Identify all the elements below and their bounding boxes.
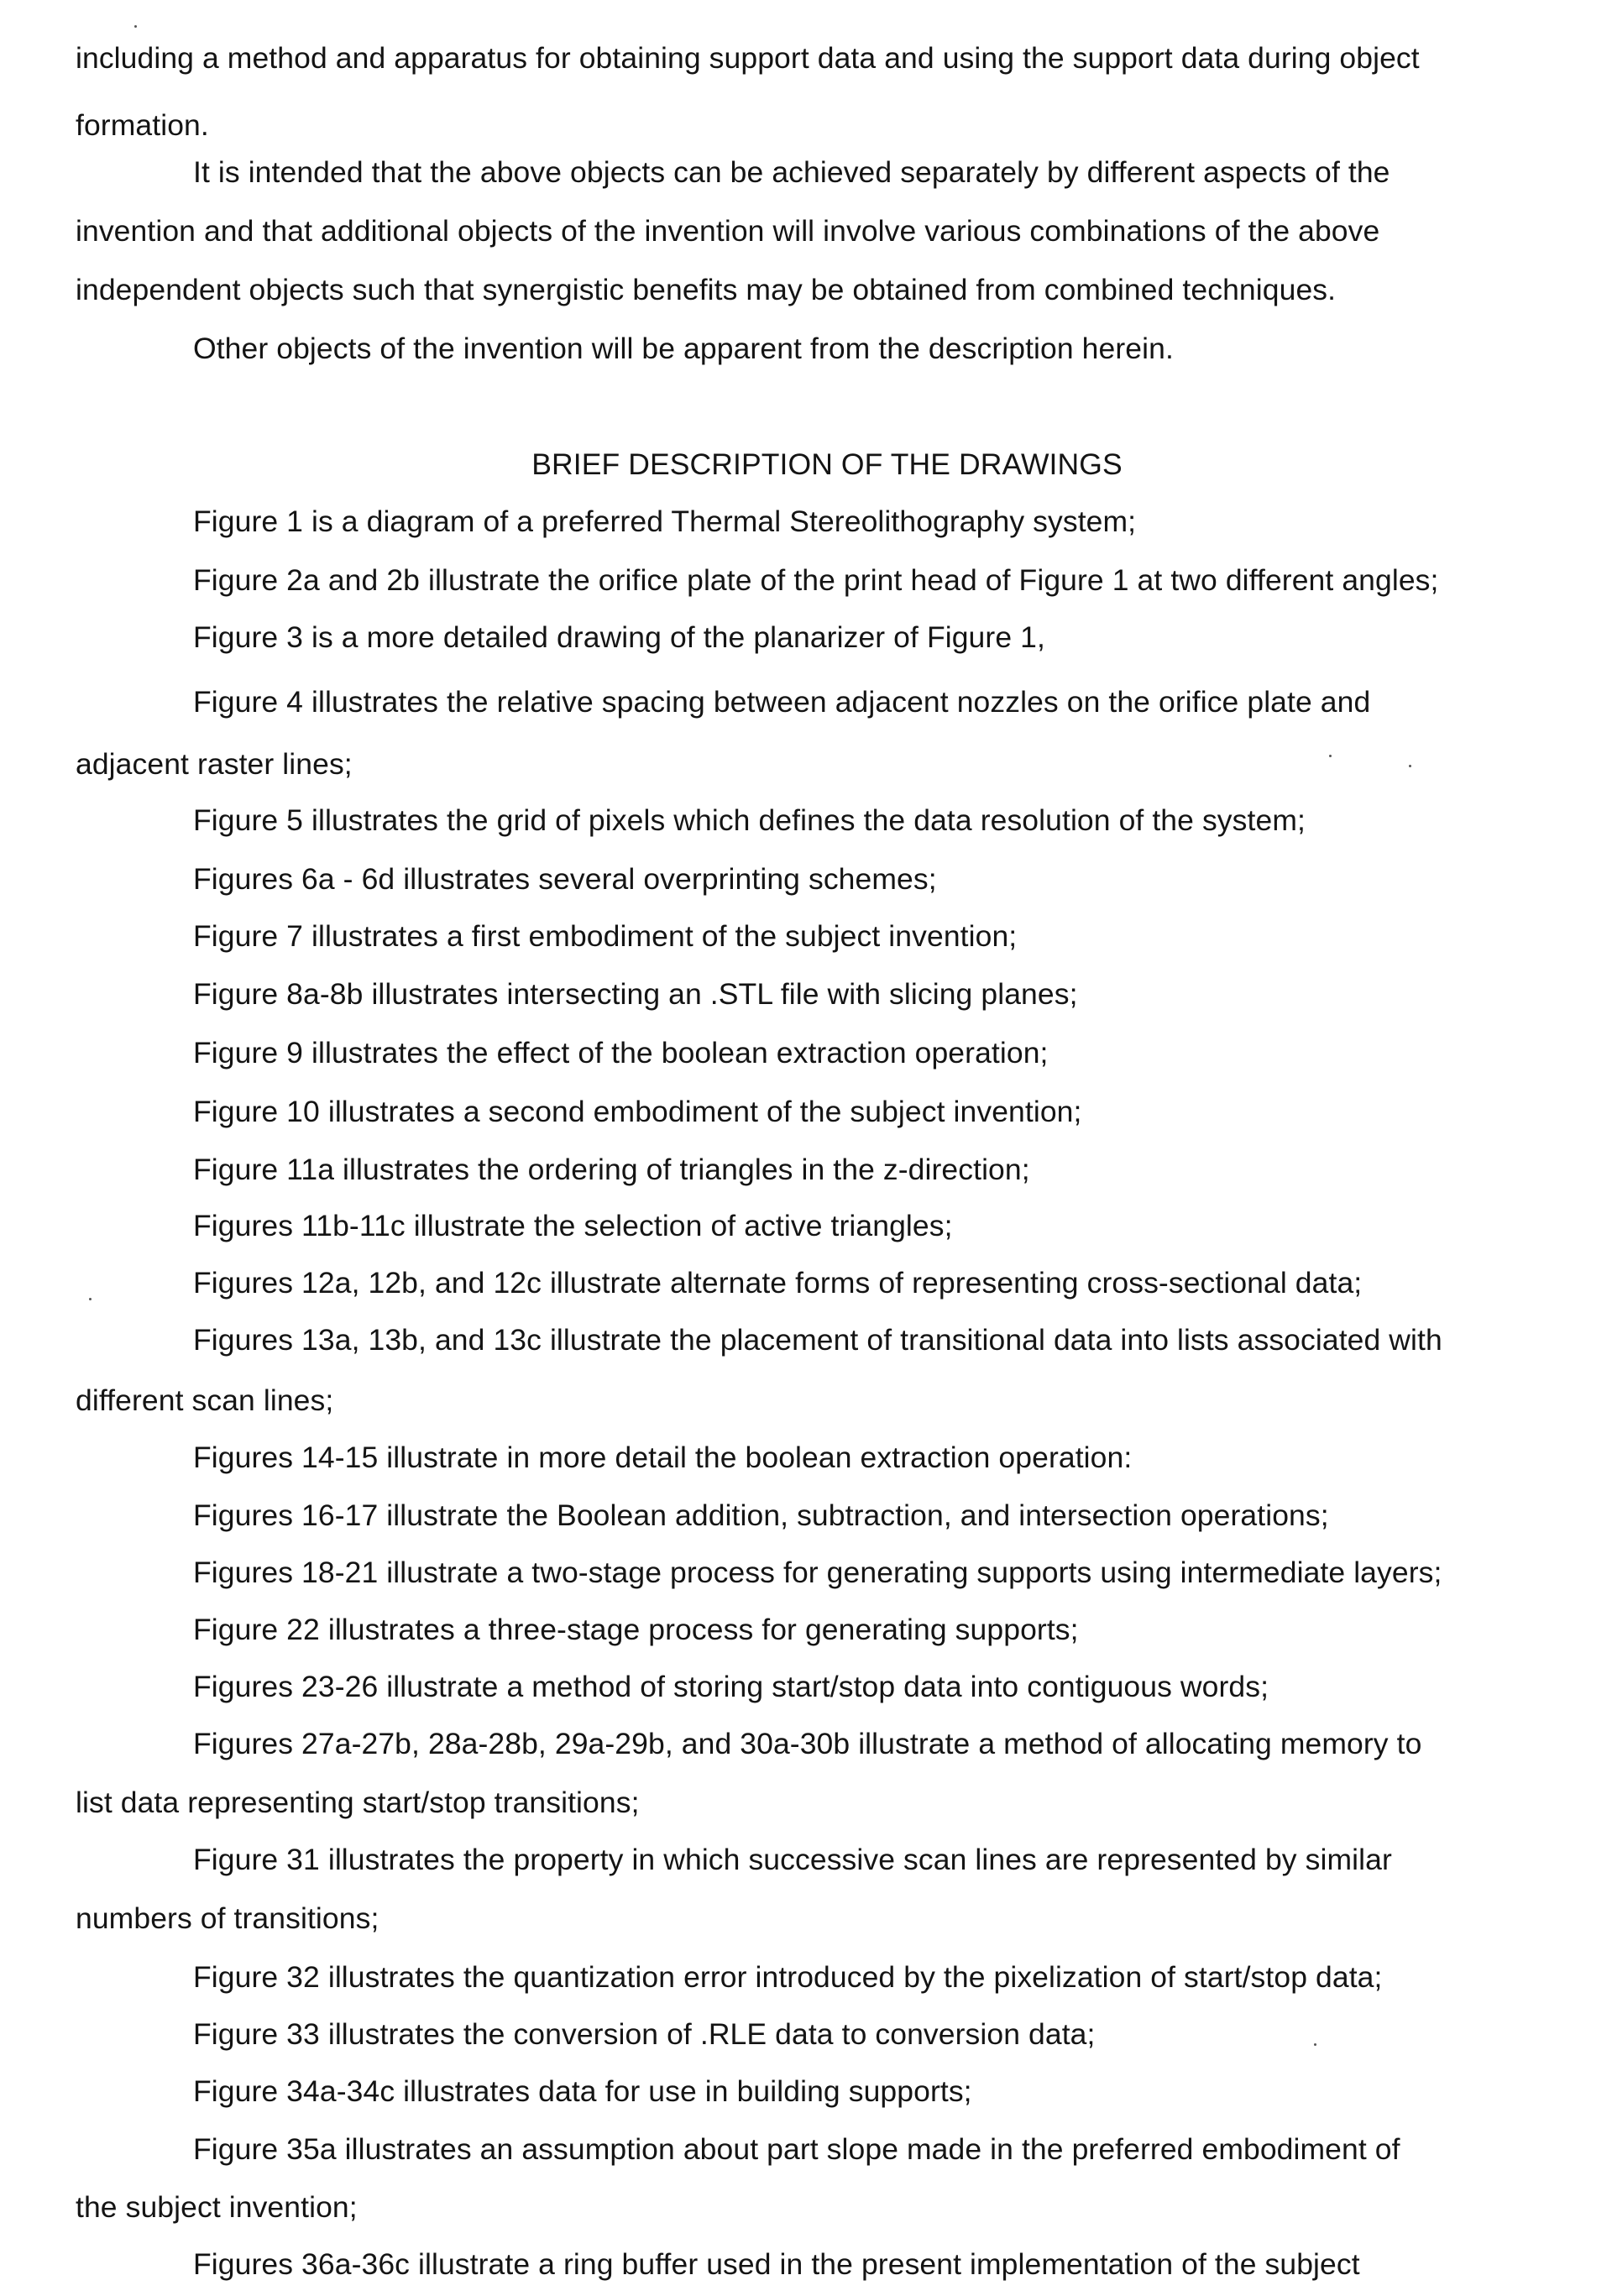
figure-line: numbers of transitions; [76,1900,379,1937]
scan-speck [89,1298,92,1300]
figure-line: Figures 36a-36c illustrate a ring buffer used in the present implementation of the subject [193,2246,1360,2283]
figure-line: Figure 33 illustrates the conversion of .RLE data to conversion data; [193,2016,1095,2053]
intro-line: It is intended that the above objects can be achieved separately by different aspects of the [193,154,1390,191]
figure-line: Figures 27a-27b, 28a-28b, 29a-29b, and 30a-30b illustrate a method of allocating memory to [193,1725,1421,1762]
intro-line: Other objects of the invention will be apparent from the description herein. [193,330,1174,367]
figure-line: Figure 8a-8b illustrates intersecting an .STL file with slicing planes; [193,975,1078,1012]
figure-line: Figures 6a - 6d illustrates several overprinting schemes; [193,860,937,897]
figure-line: Figure 31 illustrates the property in which successive scan lines are represented by similar [193,1841,1392,1878]
figure-line: list data representing start/stop transitions; [76,1784,640,1821]
scan-speck [1329,755,1332,757]
figure-line: Figure 11a illustrates the ordering of triangles in the z-direction; [193,1151,1030,1188]
figure-line: Figure 9 illustrates the effect of the boolean extraction operation; [193,1034,1049,1071]
figure-line: Figures 16-17 illustrate the Boolean addition, subtraction, and intersection operations; [193,1497,1329,1534]
figure-line: adjacent raster lines; [76,745,353,782]
figure-line: Figures 18-21 illustrate a two-stage process for generating supports using intermediate layers; [193,1554,1442,1591]
figure-line: Figure 1 is a diagram of a preferred Thermal Stereolithography system; [193,503,1136,540]
intro-line: independent objects such that synergistic benefits may be obtained from combined techniques. [76,271,1336,308]
intro-line: invention and that additional objects of the invention will involve various combinations of the above [76,212,1379,249]
figure-line: Figure 35a illustrates an assumption about part slope made in the preferred embodiment of [193,2131,1400,2168]
figure-line: Figure 5 illustrates the grid of pixels which defines the data resolution of the system; [193,802,1306,839]
figure-line: Figure 3 is a more detailed drawing of the planarizer of Figure 1, [193,619,1045,656]
figure-line: different scan lines; [76,1382,333,1419]
figure-line: Figure 32 illustrates the quantization error introduced by the pixelization of start/stop data; [193,1959,1382,1995]
scan-speck [1409,765,1411,767]
figure-line: Figures 12a, 12b, and 12c illustrate alternate forms of representing cross-sectional data; [193,1264,1362,1301]
figure-line: Figures 11b-11c illustrate the selection of active triangles; [193,1207,953,1244]
intro-line: including a method and apparatus for obtaining support data and using the support data during object [76,39,1420,76]
figure-line: Figure 4 illustrates the relative spacing between adjacent nozzles on the orifice plate and [193,683,1370,720]
scan-speck [134,25,137,28]
figure-line: the subject invention; [76,2189,358,2225]
figure-line: Figure 2a and 2b illustrate the orifice plate of the print head of Figure 1 at two different angles; [193,562,1439,599]
scan-speck [1314,2043,1316,2046]
figure-line: Figures 13a, 13b, and 13c illustrate the placement of transitional data into lists associated with [193,1321,1442,1358]
figure-line: Figure 22 illustrates a three-stage process for generating supports; [193,1611,1079,1648]
section-heading: BRIEF DESCRIPTION OF THE DRAWINGS [0,446,1612,483]
figure-line: Figure 7 illustrates a first embodiment of the subject invention; [193,918,1017,954]
figure-line: Figures 23-26 illustrate a method of storing start/stop data into contiguous words; [193,1668,1269,1705]
figure-line: Figure 34a-34c illustrates data for use in building supports; [193,2073,972,2110]
document-page [0,0,1612,2296]
intro-line: formation. [76,107,209,144]
figure-line: Figure 10 illustrates a second embodiment of the subject invention; [193,1093,1082,1130]
figure-line: Figures 14-15 illustrate in more detail the boolean extraction operation: [193,1439,1132,1476]
